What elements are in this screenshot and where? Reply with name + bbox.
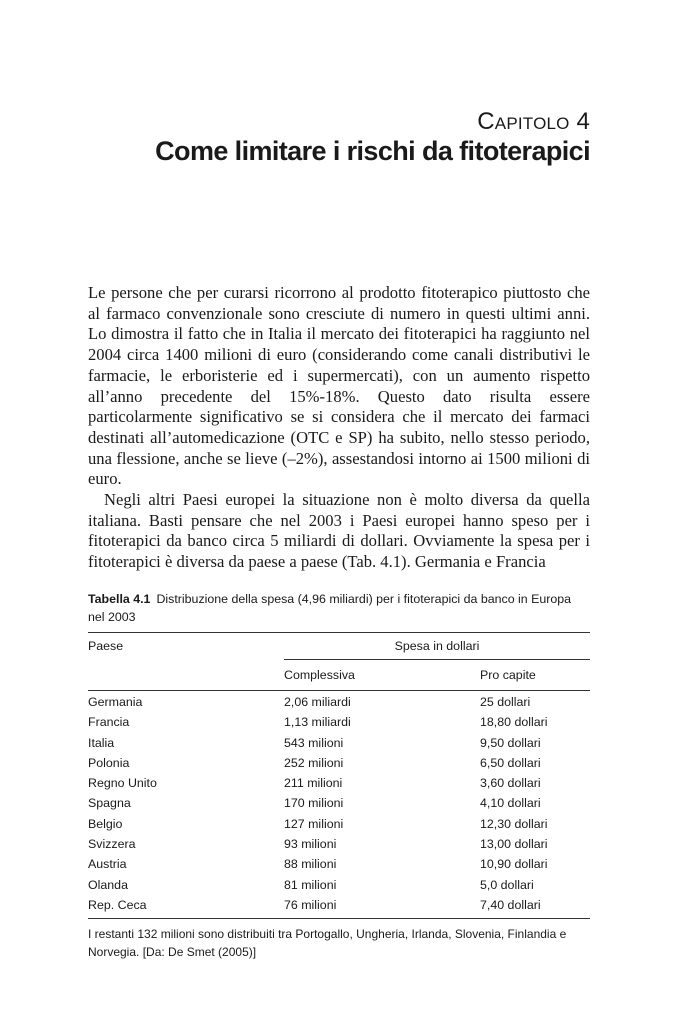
paragraph-1: Le persone che per curarsi ricorrono al prodotto fitoterapico piuttosto che al farmaco convenzionale sono cresciute di numero in questi ultimi anni. Lo dimostra il fatto che in Italia il mercato dei fitoterapici ha raggiunto nel 2004 circa 1400 milioni di euro (considerando come canali distributivi le farmacie, le erboristerie ed i supermercati), con un aumento rispetto all’anno precedente del 15%-18%. Questo dato risulta essere particolarmente significativo se si considera che il mercato dei farmaci destinati all’automedicazione (OTC e SP) ha subito, nello stesso periodo, una flessione, anche se lieve (–2%), assestandosi intorno ai 1500 milioni di euro. bbox=[88, 283, 590, 489]
cell-total: 88 milioni bbox=[284, 857, 337, 872]
table-row bbox=[88, 753, 590, 773]
body-text bbox=[88, 283, 590, 573]
cell-country: Italia bbox=[88, 735, 115, 750]
table-caption-text: Distribuzione della spesa (4,96 miliardi) per i fitoterapici da banco in Europa nel 2003 bbox=[88, 592, 572, 624]
table-body bbox=[88, 691, 590, 919]
cell-per-capita: 12,30 dollari bbox=[480, 816, 548, 831]
column-group-header bbox=[284, 633, 590, 660]
spending-table bbox=[88, 632, 590, 919]
cell-country: Regno Unito bbox=[88, 776, 157, 791]
cell-country: Svizzera bbox=[88, 837, 136, 852]
table-row bbox=[88, 712, 590, 732]
header-spacer bbox=[88, 660, 284, 691]
table-row bbox=[88, 875, 590, 895]
group-header-label: Spesa in dollari bbox=[394, 639, 480, 653]
cell-country: Polonia bbox=[88, 755, 130, 770]
chapter-title: Come limitare i rischi da fitoterapici bbox=[155, 136, 590, 166]
cell-total: 2,06 miliardi bbox=[284, 695, 351, 709]
cell-country: Belgio bbox=[88, 816, 123, 831]
cell-total: 76 milioni bbox=[284, 895, 480, 919]
table-row bbox=[88, 773, 590, 793]
cell-per-capita: 5,0 dollari bbox=[480, 877, 534, 892]
cell-per-capita: 10,90 dollari bbox=[480, 857, 548, 872]
table-row bbox=[88, 814, 590, 834]
cell-country: Austria bbox=[88, 857, 127, 872]
table-caption bbox=[88, 590, 590, 626]
cell-total: 93 milioni bbox=[284, 837, 337, 852]
cell-total: 211 milioni bbox=[284, 776, 343, 791]
cell-total: 81 milioni bbox=[284, 877, 337, 892]
column-header-total: Complessiva bbox=[284, 660, 480, 691]
table-note: I restanti 132 milioni sono distribuiti tra Portogallo, Ungheria, Irlanda, Slovenia, Finlandia e Norvegia. [Da: De Smet (2005)] bbox=[88, 927, 567, 960]
cell-total: 1,13 miliardi bbox=[284, 715, 351, 730]
cell-total: 170 milioni bbox=[284, 796, 344, 811]
table-row bbox=[88, 834, 590, 854]
table-caption-label: Tabella 4.1 bbox=[88, 592, 151, 606]
table-header-row-1 bbox=[88, 633, 590, 660]
column-header-per-capita: Pro capite bbox=[480, 660, 590, 691]
cell-per-capita: 3,60 dollari bbox=[480, 776, 541, 791]
paragraph-2: Negli altri Paesi europei la situazione non è molto diversa da quella italiana. Basti pensare che nel 2003 i Paesi europei hanno speso per i fitoterapici da banco circa 5 miliardi di dollari. Ovviamente la spesa per i fitoterapici è diversa da paese a paese (Tab. 4.1). Germania e Francia bbox=[88, 490, 590, 572]
table-header-row-2 bbox=[88, 660, 590, 691]
chapter-label: Capitolo 4 bbox=[477, 108, 590, 135]
cell-per-capita: 6,50 dollari bbox=[480, 755, 541, 770]
cell-total: 127 milioni bbox=[284, 816, 344, 831]
column-header-country: Paese bbox=[88, 633, 284, 660]
cell-per-capita: 9,50 dollari bbox=[480, 735, 541, 750]
cell-country: Germania bbox=[88, 695, 143, 709]
cell-per-capita: 25 dollari bbox=[480, 695, 531, 709]
cell-per-capita: 4,10 dollari bbox=[480, 796, 541, 811]
table-row bbox=[88, 733, 590, 753]
cell-per-capita: 13,00 dollari bbox=[480, 837, 548, 852]
cell-country: Francia bbox=[88, 715, 130, 730]
cell-total: 543 milioni bbox=[284, 735, 344, 750]
table-row bbox=[88, 895, 590, 919]
cell-per-capita: 7,40 dollari bbox=[480, 895, 590, 919]
table-row bbox=[88, 793, 590, 813]
table-4-1 bbox=[88, 590, 590, 961]
table-row bbox=[88, 854, 590, 874]
cell-per-capita: 18,80 dollari bbox=[480, 715, 548, 730]
cell-country: Rep. Ceca bbox=[88, 895, 284, 919]
cell-country: Spagna bbox=[88, 796, 131, 811]
cell-total: 252 milioni bbox=[284, 755, 344, 770]
cell-country: Olanda bbox=[88, 877, 128, 892]
table-row bbox=[88, 691, 590, 713]
